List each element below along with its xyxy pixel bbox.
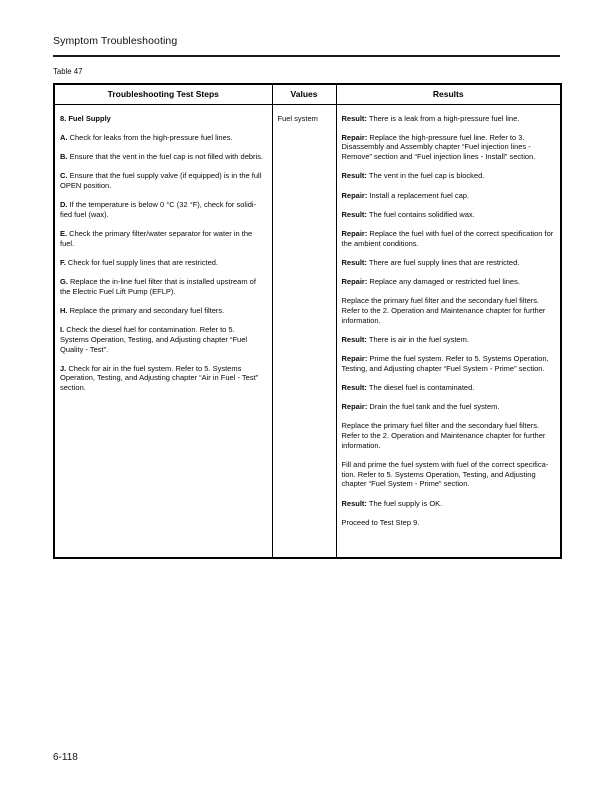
paragraph: Result: The fuel contains solidified wax. xyxy=(341,209,475,219)
paragraph: Result: The fuel supply is OK. xyxy=(341,498,443,508)
troubleshooting-table xyxy=(53,83,562,559)
paragraph: Repair: Install a replacement fuel cap. xyxy=(341,190,470,200)
values-text: Fuel system xyxy=(277,113,318,123)
paragraph: Result: The diesel fuel is contaminated. xyxy=(341,382,475,392)
paragraph: Result: There is a leak from a high-pressure fuel line. xyxy=(341,113,520,123)
paragraph: Result: The vent in the fuel cap is blocked. xyxy=(341,171,485,181)
table-row xyxy=(54,104,561,558)
paragraph: J. Check for air in the fuel system. Refer to 5. Systems Operation, Testing, and Adjusting chapter “Air in Fuel - Test” section. xyxy=(60,363,259,393)
paragraph: C. Ensure that the fuel supply valve (if equipped) is in the full OPEN position. xyxy=(60,171,262,190)
paragraph: Proceed to Test Step 9. xyxy=(341,517,420,527)
column-header-results: Results xyxy=(336,84,561,104)
paragraph: Repair: Replace any damaged or restricted fuel lines. xyxy=(341,277,520,287)
paragraph: I. Check the diesel fuel for contamination. Refer to 5. Systems Operation, Testing, and Adjusting chapter “Fuel Quality - Test”. xyxy=(60,325,248,354)
column-header-values: Values xyxy=(272,84,336,104)
results-cell xyxy=(336,104,561,558)
table-label: Table 47 xyxy=(53,67,83,76)
paragraph: Fill and prime the fuel system with fuel of the correct specifica-tion. Refer to 5. Systems Operation, Testing, and Adjusting chapter “Fuel System - Prime” section. xyxy=(341,459,549,489)
paragraph: Result: There is air in the fuel system. xyxy=(341,334,469,344)
paragraph: 8. Fuel Supply xyxy=(60,113,111,123)
paragraph: B. Ensure that the vent in the fuel cap is not filled with debris. xyxy=(60,151,264,161)
paragraph: Repair: Prime the fuel system. Refer to 5. Systems Operation, Testing, and Adjusting chapter “Fuel System - Prime” section. xyxy=(341,354,549,373)
paragraph: A. Check for leaks from the high-pressure fuel lines. xyxy=(60,132,233,142)
page-number: 6-118 xyxy=(53,752,78,763)
page-header: Symptom Troubleshooting xyxy=(53,35,178,47)
paragraph: G. Replace the in-line fuel filter that is installed upstream of the Electric Fuel Lift Pump (EFLP). xyxy=(60,277,256,296)
paragraph: E. Check the primary filter/water separator for water in the fuel. xyxy=(60,228,253,248)
paragraph: H. Replace the primary and secondary fuel filters. xyxy=(60,305,225,315)
paragraph: Repair: Replace the high-pressure fuel line. Refer to 3. Disassembly and Assembly chapter “Fuel injection lines - Remove” section and “Fuel injection lines - Install” section. xyxy=(341,132,536,162)
paragraph: Replace the primary fuel filter and the secondary fuel filters. Refer to the 2. Operation and Maintenance chapter for further information. xyxy=(341,296,546,325)
paragraph: Repair: Drain the fuel tank and the fuel system. xyxy=(341,402,500,412)
values-cell xyxy=(272,104,336,558)
paragraph: D. If the temperature is below 0 °C (32 °F), check for solidi-fied fuel (wax). xyxy=(60,200,257,219)
paragraph: Repair: Replace the fuel with fuel of the correct specification for the ambient conditions. xyxy=(341,228,554,248)
paragraph: Replace the primary fuel filter and the secondary fuel filters. Refer to the 2. Operation and Maintenance chapter for further information. xyxy=(341,421,546,450)
test-steps-cell xyxy=(54,104,272,558)
header-rule xyxy=(53,55,560,57)
paragraph: Result: There are fuel supply lines that are restricted. xyxy=(341,257,520,267)
paragraph: F. Check for fuel supply lines that are restricted. xyxy=(60,257,218,267)
table-header-row xyxy=(54,84,561,104)
column-header-test-steps: Troubleshooting Test Steps xyxy=(54,84,272,104)
